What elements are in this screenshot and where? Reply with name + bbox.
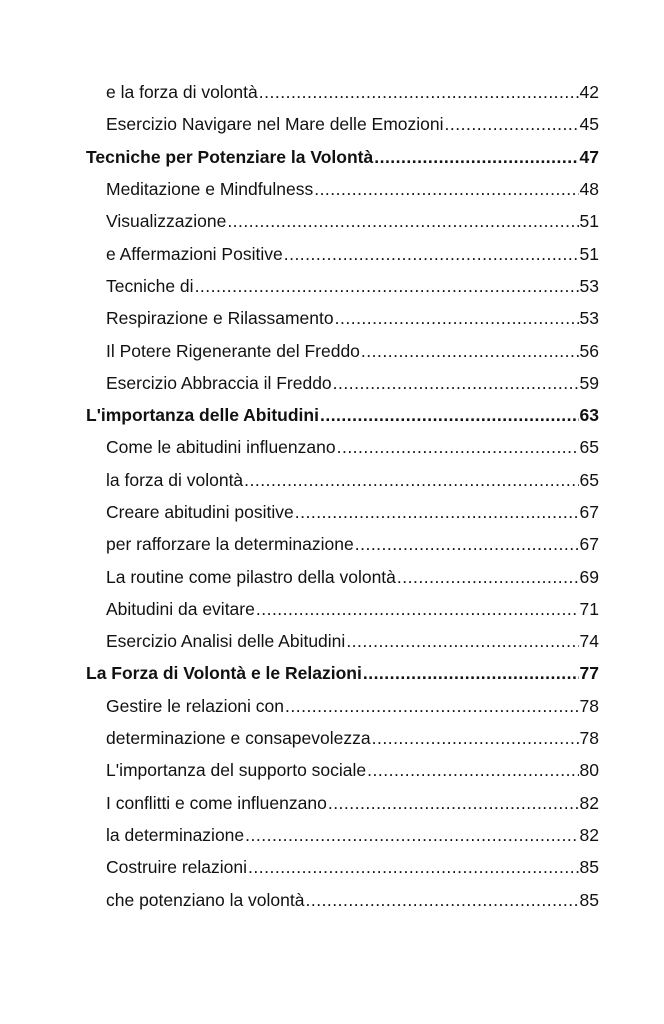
toc-section-entry [106,819,599,851]
dot-leader [295,496,579,528]
toc-entry-page-number: 82 [579,792,599,813]
toc-entry-page-number: 65 [579,469,599,490]
dot-leader [337,431,579,463]
toc-entry-title: Respirazione e Rilassamento [106,308,334,329]
dot-leader [227,205,578,237]
dot-leader [367,754,578,786]
toc-entry-page-number: 63 [579,405,599,426]
toc-entry-page-number: 51 [579,243,599,264]
toc-entry-page-number: 42 [579,82,599,103]
dot-leader [259,76,579,108]
dot-leader [284,238,579,270]
toc-entry-page-number: 82 [579,824,599,845]
toc-entry-title: L'importanza delle Abitudini [86,405,319,426]
toc-entry-page-number: 85 [579,857,599,878]
toc-entry-page-number: 80 [579,760,599,781]
toc-section-entry [106,302,599,334]
dot-leader [245,819,578,851]
toc-entry-title: Il Potere Rigenerante del Freddo [106,340,360,361]
dot-leader [445,108,579,140]
toc-entry-title: e la forza di volontà [106,82,258,103]
toc-entry-title: e Affermazioni Positive [106,243,283,264]
dot-leader [195,270,579,302]
toc-entry-title: la determinazione [106,824,245,845]
toc-section-entry [106,754,599,786]
toc-entry-title: Abitudini da evitare [106,598,255,619]
toc-entry-title: la forza di volontà [106,469,244,490]
toc-entry-title: che potenziano la volontà [106,889,305,910]
toc-section-entry [106,464,599,496]
dot-leader [328,787,579,819]
toc-section-entry [106,367,599,399]
toc-section-entry [106,560,599,592]
dot-leader [256,593,579,625]
toc-section-entry [106,237,599,269]
toc-section-entry [106,334,599,366]
toc-section-entry [106,883,599,915]
toc-entry-page-number: 78 [579,695,599,716]
toc-entry-page-number: 47 [579,146,599,167]
toc-entry-title: Tecniche di [106,275,194,296]
dot-leader [363,657,579,689]
toc-chapter-entry [86,399,599,431]
toc-entry-page-number: 59 [579,372,599,393]
toc-entry-title: Come le abitudini influenzano [106,437,336,458]
toc-entry-page-number: 74 [579,631,599,652]
toc-entry-page-number: 71 [579,598,599,619]
toc-entry-page-number: 85 [579,889,599,910]
dot-leader [374,141,578,173]
toc-entry-title: Costruire relazioni [106,857,248,878]
table-of-contents [0,76,664,916]
dot-leader [361,335,579,367]
toc-entry-page-number: 45 [579,114,599,135]
toc-entry-title: I conflitti e come influenzano [106,792,327,813]
dot-leader [333,367,579,399]
toc-entry-page-number: 77 [579,663,599,684]
toc-section-entry [106,205,599,237]
dot-leader [285,690,579,722]
toc-entry-title: Creare abitudini positive [106,502,294,522]
dot-leader [397,561,579,593]
toc-entry-title: determinazione e consapevolezza [106,728,371,749]
toc-entry-title: La routine come pilastro della volontà [106,566,396,587]
toc-entry-page-number: 69 [579,566,599,587]
toc-section-entry [106,625,599,657]
toc-entry-title: per rafforzare la determinazione [106,534,354,555]
toc-entry-page-number: 51 [579,211,599,232]
dot-leader [372,722,579,754]
dot-leader [346,625,578,657]
toc-entry-page-number: 53 [579,308,599,329]
toc-section-entry [106,76,599,108]
toc-section-entry [106,690,599,722]
toc-entry-page-number: 67 [579,502,599,522]
toc-entry-title: Esercizio Abbraccia il Freddo [106,372,332,393]
toc-entry-page-number: 65 [579,437,599,458]
toc-entry-title: Gestire le relazioni con [106,695,284,716]
toc-section-entry [106,108,599,140]
toc-entry-page-number: 53 [579,275,599,296]
dot-leader [244,464,578,496]
toc-entry-title: Esercizio Analisi delle Abitudini [106,631,346,652]
toc-entry-page-number: 78 [579,728,599,749]
toc-entry-title: Tecniche per Potenziare la Volontà [86,146,374,167]
toc-entry-page-number: 56 [579,340,599,361]
toc-entry-title: La Forza di Volontà e le Relazioni [86,663,362,684]
toc-section-entry [106,496,599,528]
dot-leader [320,399,579,431]
toc-entry-title: Visualizzazione [106,211,227,232]
toc-section-entry [106,851,599,883]
toc-section-entry [106,173,599,205]
dot-leader [314,173,578,205]
toc-section-entry [106,722,599,754]
toc-entry-page-number: 67 [579,534,599,555]
toc-entry-title: Esercizio Navigare nel Mare delle Emozioni [106,114,444,135]
toc-chapter-entry [86,657,599,689]
toc-section-entry [106,431,599,463]
toc-section-entry [106,528,599,560]
toc-section-entry [106,787,599,819]
toc-entry-title: Meditazione e Mindfulness [106,179,314,200]
toc-entry-page-number: 48 [579,179,599,200]
toc-chapter-entry [86,141,599,173]
dot-leader [305,884,578,916]
dot-leader [248,851,579,883]
dot-leader [355,528,579,560]
dot-leader [335,302,579,334]
toc-section-entry [106,593,599,625]
toc-entry-title: L'importanza del supporto sociale [106,760,367,781]
toc-section-entry [106,270,599,302]
